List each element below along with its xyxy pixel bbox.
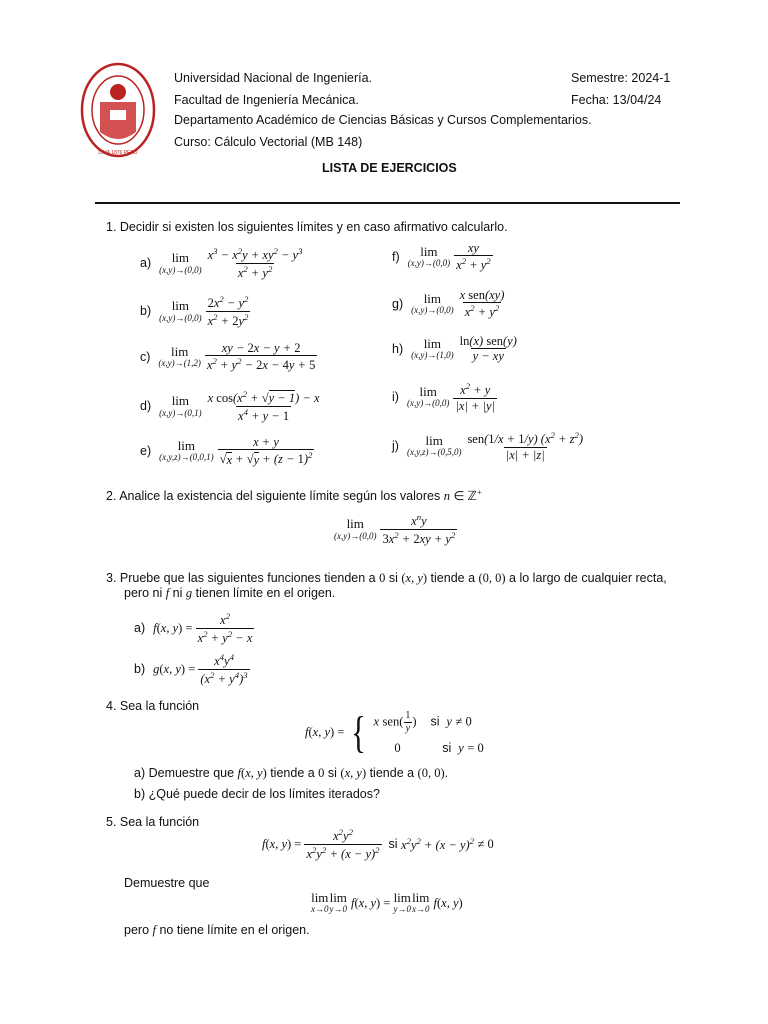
problem-2-statement: 2. Analice la existencia del siguiente límite según los valores n ∈ ℤ+ bbox=[106, 487, 482, 504]
problem-5-final-text: pero bbox=[124, 923, 150, 937]
problem-1-statement: 1. Decidir si existen los siguientes límites y en caso afirmativo calcularlo. bbox=[106, 220, 508, 234]
faculty-name: Facultad de Ingeniería Mecánica. bbox=[174, 93, 359, 107]
item-label: c) bbox=[140, 350, 151, 365]
header-divider bbox=[95, 202, 680, 204]
item-3b: b) g ( x, y ) = $\frac{x^4y^4}{(x^2 + y^4)^3}$ bbox=[134, 652, 248, 686]
si-label-2: si bbox=[442, 740, 452, 755]
item-label: d) bbox=[140, 399, 152, 414]
item-label: f) bbox=[392, 250, 400, 265]
problem-5-statement: 5. Sea la función bbox=[106, 815, 200, 829]
item-1i: i) lim (x,y)→(0,0) $\frac{x^2 + y}{|x| + |y|}$ bbox=[392, 381, 495, 413]
item-1a: a) lim (x,y)→(0,0) $\frac{x^3 - x^2y + xy^2 - y^3}{x^2 + y^2}$ bbox=[140, 246, 303, 280]
item-label: b) bbox=[134, 662, 146, 677]
item-label: a) bbox=[134, 621, 146, 636]
problem-4-function: f ( x, y ) = { x sen( $\frac{1}{y}$ ) si y ≠ 0 0 si y = 0 bbox=[305, 707, 484, 757]
item-1e: e) lim (x,y,z)→(0,0,1) $\frac{x + y}{√x + √y + (z - 1)^2}$ bbox=[140, 435, 313, 467]
problem-5-demuestre: Demuestre que bbox=[124, 876, 210, 890]
item-label: e) bbox=[140, 444, 152, 459]
item-label: g) bbox=[392, 297, 404, 312]
problem-2-limit: lim (x,y)→(0,0) $\frac{x^ny}{3x^2 + 2xy + y^2}$ bbox=[334, 512, 456, 546]
item-label: b) bbox=[140, 304, 152, 319]
item-4a-text: a) Demuestre que bbox=[134, 766, 235, 780]
item-4a: a) Demuestre que f(x, y) tiende a 0 si (x, y) tiende a (0, 0). bbox=[134, 766, 449, 780]
department-name: Departamento Académico de Ciencias Básicas y Cursos Complementarios. bbox=[174, 113, 592, 127]
item-label: h) bbox=[392, 342, 404, 357]
item-1h: h) lim (x,y)→(1,0) $\frac{\text{ln(x) sen(y)}}{y - xy}$ bbox=[392, 334, 517, 364]
svg-text:LIMA 1876 PERÚ: LIMA 1876 PERÚ bbox=[98, 150, 138, 156]
item-label: j) bbox=[392, 439, 399, 454]
problem-3-statement-line1: 3. Pruebe que las siguientes funciones tienden a 0 si (x, y) tiende a (0, 0) a lo largo de cualquier recta, bbox=[106, 571, 667, 585]
si-label-5: si bbox=[388, 837, 398, 852]
item-1b: b) lim (x,y)→(0,0) $\frac{2x^2 - y^2}{x^2 + 2y^2}$ bbox=[140, 294, 249, 328]
item-1g: g) lim (x,y)→(0,0) $\frac{\text{x sen(xy)}}{x^2 + y^2}$ bbox=[392, 288, 505, 320]
item-3a: a) f ( x, y ) = $\frac{x^2}{x^2 + y^2 - x}$ bbox=[134, 611, 253, 645]
problem-3-text2: pero ni bbox=[124, 586, 163, 600]
university-seal-logo bbox=[80, 62, 156, 158]
item-1d: d) lim (x,y)→(0,1) $\frac{x \cos(x^2 + √y - 1) - x}{x^4 + y - 1}$ bbox=[140, 389, 320, 423]
date: Fecha: 13/04/24 bbox=[571, 93, 662, 107]
si-label: si bbox=[430, 714, 440, 729]
course-name: Curso: Cálculo Vectorial (MB 148) bbox=[174, 135, 363, 149]
item-1j: j) lim (x,y,z)→(0,5,0) $\frac{sen(1/x + 1/y) (x^2 + z^2)}{|x| + |z|}$ bbox=[392, 430, 584, 462]
problem-5-iterated-limits: lim x→0 lim y→0 f ( x, y ) = lim y→0 lim x→0 f ( x, y ) bbox=[311, 890, 463, 915]
item-label: a) bbox=[140, 256, 152, 271]
page-title: LISTA DE EJERCICIOS bbox=[322, 161, 457, 175]
problem-3-statement-line2: pero ni f ni g tienen límite en el origen. bbox=[124, 586, 336, 600]
item-1c: c) lim (x,y)→(1,2) $\frac{xy - 2x - y + 2}{x^2 + y^2 - 2x - 4y + 5}$ bbox=[140, 341, 316, 373]
semester: Semestre: 2024-1 bbox=[571, 71, 671, 85]
problem-5-final: pero f no tiene límite en el origen. bbox=[124, 923, 310, 937]
item-label: i) bbox=[392, 390, 399, 405]
problem-3-text: 3. Pruebe que las siguientes funciones tienden a bbox=[106, 571, 376, 585]
problem-5-function: f ( x, y ) = $\frac{x^2y^2}{x^2y^2 + (x - y)^2}$ si $x^2y^2 + (x - y)^2$ ≠ 0 bbox=[262, 827, 494, 861]
item-1f: f) lim (x,y)→(0,0) $\frac{xy}{x^2 + y^2}$ bbox=[392, 241, 491, 273]
problem-2-text: 2. Analice la existencia del siguiente límite según los valores bbox=[106, 489, 441, 504]
problem-4-statement: 4. Sea la función bbox=[106, 699, 200, 713]
university-name: Universidad Nacional de Ingeniería. bbox=[174, 71, 373, 85]
item-4b: b) ¿Qué puede decir de los límites iterados? bbox=[134, 787, 380, 801]
